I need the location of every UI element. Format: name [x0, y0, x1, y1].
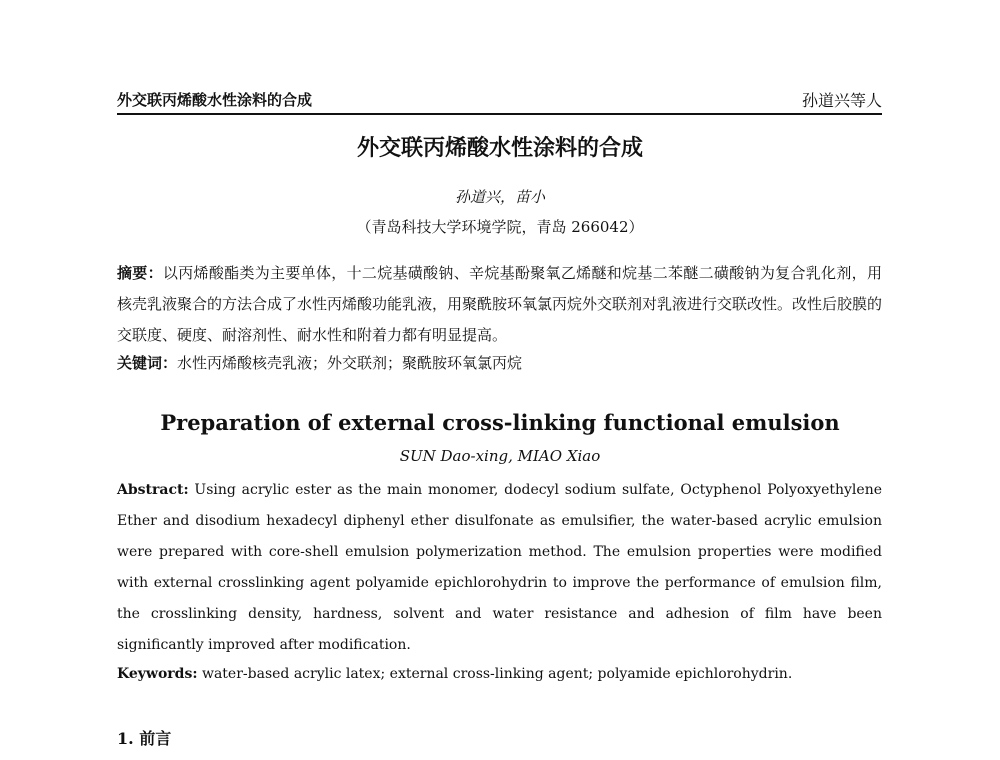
chinese-abstract-text: 以丙烯酸酯类为主要单体，十二烷基磺酸钠、辛烷基酚聚氧乙烯醚和烷基二苯醚二磺酸钠为复合乳化剂，用核壳乳液聚合的方法合成了水性丙烯酸功能乳液，用聚酰胺环氧氯丙烷外交联剂对乳液进行交联改性。改性后胶膜的交联度、硬度、耐溶剂性、耐水性和附着力都有明显提高。 — [117, 264, 883, 344]
chinese-keywords-text: 水性丙烯酸核壳乳液；外交联剂；聚酰胺环氧氯丙烷 — [177, 354, 523, 372]
running-header — [117, 89, 882, 115]
running-header-title: 外交联丙烯酸水性涂料的合成 — [117, 91, 313, 109]
english-abstract-text: Using acrylic ester as the main monomer, dodecyl sodium sulfate, Octyphenol Polyoxyethylene Ether and disodium hexadecyl diphenyl ether disulfonate as emulsifier, the water-based acrylic emulsion were prepared with core-shell emulsion polymerization method. The emulsion properties were modified with external crosslinking agent polyamide epichlorohydrin to improve the performance of emulsion film, the crosslinking density, hardness, solvent and water resistance and adhesion of film have been significantly improved after modification. — [117, 482, 882, 653]
chinese-title: 外交联丙烯酸水性涂料的合成 — [356, 136, 643, 161]
english-title: Preparation of external cross-linking functional emulsion — [160, 410, 840, 435]
running-header-authors: 孙道兴等人 — [801, 91, 882, 110]
english-abstract-label: Abstract: — [117, 482, 189, 498]
section-heading: 1. 前言 — [117, 729, 172, 748]
english-abstract — [117, 475, 882, 661]
chinese-abstract-label: 摘要： — [117, 264, 163, 282]
chinese-keywords — [117, 351, 882, 375]
english-keywords-label: Keywords: — [117, 666, 198, 682]
chinese-abstract — [117, 258, 882, 351]
english-keywords-text: water-based acrylic latex; external cross-linking agent; polyamide epichlorohydrin. — [197, 666, 793, 682]
chinese-authors: 孙道兴，苗小 — [454, 188, 545, 206]
english-authors: SUN Dao-xing, MIAO Xiao — [399, 447, 601, 465]
english-keywords — [117, 662, 882, 686]
chinese-keywords-label: 关键词： — [117, 354, 178, 372]
chinese-affiliation: （青岛科技大学环境学院，青岛 266042） — [356, 218, 644, 236]
